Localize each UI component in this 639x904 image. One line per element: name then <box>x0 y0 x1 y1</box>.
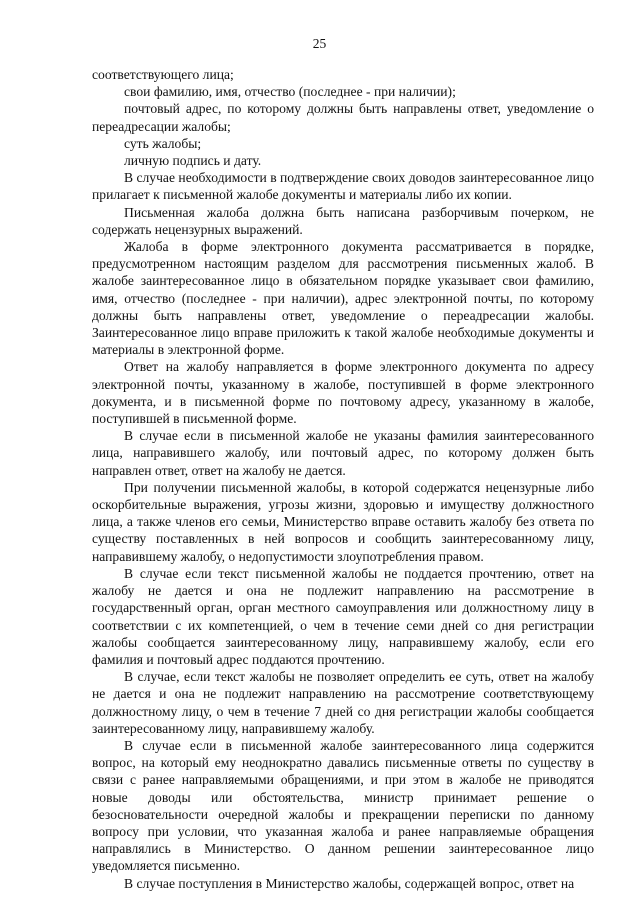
paragraph: соответствующего лица; <box>92 67 234 82</box>
paragraph: суть жалобы; <box>124 135 202 151</box>
paragraph: В случае если в письменной жалобе не указаны фамилия заинтересованного лица, направившего жалобу, или почтовый адрес, по которому должен быть направлен ответ, ответ на жалобу не дается. <box>92 428 594 478</box>
paragraph: Письменная жалоба должна быть написана разборчивым почерком, не содержать нецензурных выражений. <box>92 204 594 237</box>
paragraph: почтовый адрес, по которому должны быть направлены ответ, уведомление о переадресации жалобы; <box>92 101 594 134</box>
paragraph: В случае, если текст жалобы не позволяет определить ее суть, ответ на жалобу не дается и она не подлежит направлению на рассмотрение соответствующему должностному лицу, о чем в течение 7 дней со дня регистрации жалобы сообщается заинтересованному лицу, направившему жалобу. <box>92 669 594 736</box>
paragraph: В случае если текст письменной жалобы не поддается прочтению, ответ на жалобу не дается и она не подлежит направлению на рассмотрение в государственный орган, орган местного самоуправления или должностному лицу в соответствии с их компетенцией, о чем в течение семи дней со дня регистрации жалобы сообщается заинтересованному лицу, направившему жалобу, если его фамилия и почтовый адрес поддаются прочтению. <box>92 565 594 667</box>
paragraph: В случае поступления в Министерство жалобы, содержащей вопрос, ответ на <box>124 875 575 891</box>
paragraph: При получении письменной жалобы, в которой содержатся нецензурные либо оскорбительные выражения, угрозы жизни, здоровью и имуществу должностного лица, а также членов его семьи, Министерство вправе оставить жалобу без ответа по существу поставленных в ней вопросов и сообщить заинтересованному лицу, направившему жалобу, о недопустимости злоупотребления правом. <box>92 479 594 564</box>
paragraph: свои фамилию, имя, отчество (последнее - при наличии); <box>124 84 456 100</box>
document-body <box>92 66 594 892</box>
paragraph: В случае если в письменной жалобе заинтересованного лица содержится вопрос, на который ему неоднократно давались письменные ответы по существу в связи с ранее направляемыми обращениями, и при этом в жалобе не приводятся новые доводы или обстоятельства, министр принимает решение о безосновательности очередной жалобы и прекращении переписки по данному вопросу при условии, что указанная жалоба и ранее направляемые обращения направлялись в Министерство. О данном решении заинтересованное лицо уведомляется письменно. <box>92 737 594 874</box>
paragraph: В случае необходимости в подтверждение своих доводов заинтересованное лицо прилагает к письменной жалобе документы и материалы либо их копии. <box>92 170 594 203</box>
paragraph: личную подпись и дату. <box>124 153 262 169</box>
paragraph: Ответ на жалобу направляется в форме электронного документа по адресу электронной почты, указанному в жалобе, поступившей в форме электронного документа, и в письменной форме по почтовому адресу, указанному в жалобе, поступившей в письменной форме. <box>92 359 594 427</box>
paragraph: Жалоба в форме электронного документа рассматривается в порядке, предусмотренном настоящим разделом для рассмотрения письменных жалоб. В жалобе заинтересованное лицо в обязательном порядке указывает свои фамилию, имя, отчество (последнее - при наличии), адрес электронной почты, по которому должны быть направлены ответ, уведомление о переадресации жалобы. Заинтересованное лицо вправе приложить к такой жалобе необходимые документы и материалы в электронной форме. <box>92 239 594 358</box>
page-number: 25 <box>312 36 327 51</box>
